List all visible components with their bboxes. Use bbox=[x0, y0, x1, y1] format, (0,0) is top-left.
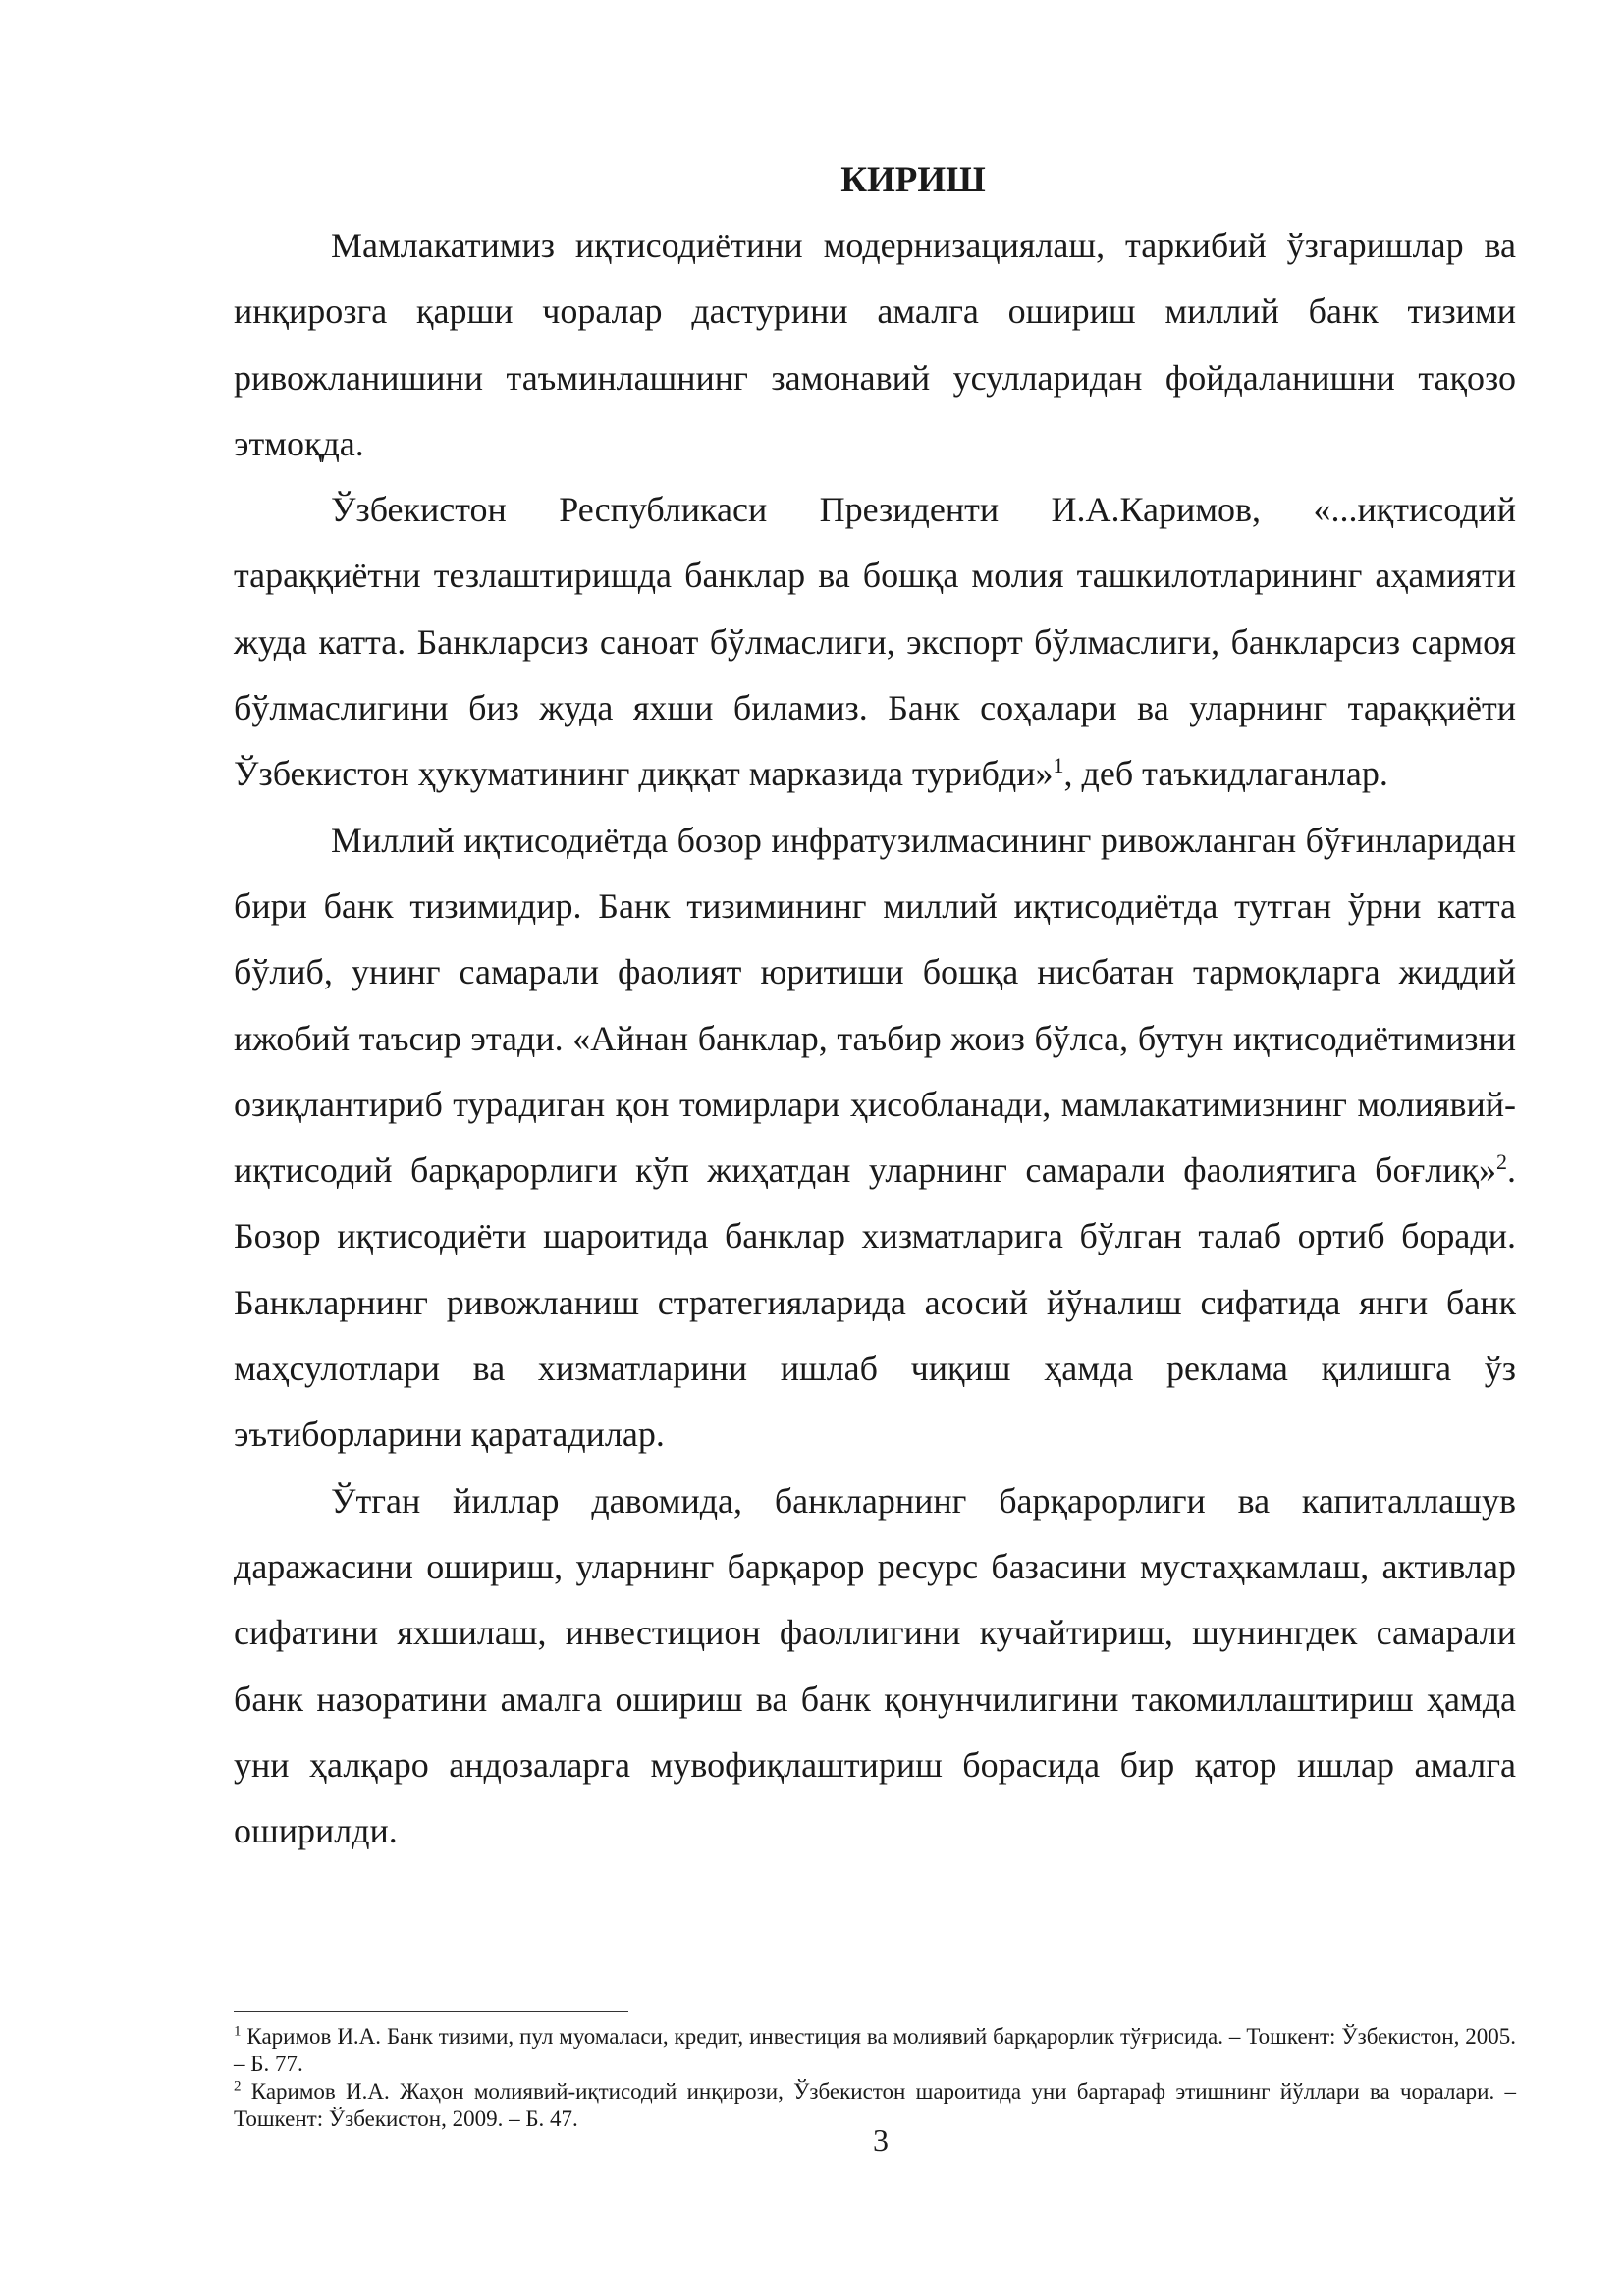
paragraph-2 bbox=[234, 477, 1516, 807]
footnotes bbox=[234, 2023, 1516, 2133]
paragraph-2-text: Ўзбекистон Республикаси Президенти И.А.Каримов, «...иқтисодий тараққиётни тезлаштиришда банклар ва бошқа молия ташкилотларининг аҳамияти жуда катта. Банкларсиз саноат бўлмаслиги, экспорт бўлмаслиги, банкларсиз сармоя бўлмаслигини биз жуда яхши биламиз. Банк соҳалари ва уларнинг тараққиёти Ўзбекистон ҳукуматининг диққат марказида турибди» bbox=[234, 490, 1516, 794]
page-title: КИРИШ bbox=[840, 160, 986, 200]
paragraph-3 bbox=[234, 808, 1516, 1468]
paragraph-1 bbox=[234, 213, 1516, 477]
paragraph-3-text-after: . Бозор иқтисодиёти шароитида банклар хизматларига бўлган талаб ортиб боради. Банкларнинг ривожланиш стратегияларида асосий йўналиш сифатида янги банк маҳсулотлари ва хизматларини ишлаб чиқиш ҳамда реклама қилишга ўз эътиборларини қаратадилар. bbox=[234, 1150, 1516, 1455]
footnote-mark-1: 1 bbox=[234, 2023, 242, 2040]
footnote-mark-2: 2 bbox=[234, 2078, 242, 2095]
paragraph-1-text: Мамлакатимиз иқтисодиётини модернизациялаш, таркибий ўзгаришлар ва инқирозга қарши чоралар дастурини амалга ошириш миллий банк тизими ривожланишини таъминлашнинг замонавий усулларидан фойдаланишни тақозо этмоқда. bbox=[234, 226, 1516, 463]
footnote-1 bbox=[234, 2023, 1516, 2078]
footnote-2-text: Каримов И.А. Жаҳон молиявий-иқтисодий инқирози, Ўзбекистон шароитида уни бартараф этишнинг йўллари ва чоралари. – Тошкент: Ўзбекистон, 2009. – Б. 47. bbox=[234, 2079, 1516, 2131]
paragraph-4 bbox=[234, 1468, 1516, 1865]
paragraph-4-text: Ўтган йиллар давомида, банкларнинг барқарорлиги ва капиталлашув даражасини ошириш, уларнинг барқарор ресурс базасини мустаҳкамлаш, активлар сифатини яхшилаш, инвестицион фаоллигини кучайтириш, шунингдек самарали банк назоратини амалга ошириш ва банк қонунчилигини такомиллаштириш ҳамда уни ҳалқаро андозаларга мувофиқлаштириш борасида бир қатор ишлар амалга оширилди. bbox=[234, 1480, 1516, 1851]
page-number: 3 bbox=[873, 2122, 889, 2158]
paragraph-3-text: Миллий иқтисодиётда бозор инфратузилмасининг ривожланган бўғинларидан бири банк тизимидир. Банк тизимининг миллий иқтисодиётда тутган ўрни катта бўлиб, унинг самарали фаолият юритиши бошқа нисбатан тармоқларга жиддий ижобий таъсир этади. «Айнан банклар, таъбир жоиз бўлса, бутун иқтисодиётимизни озиқлантириб турадиган қон томирлари ҳисобланади, мамлакатимизнинг молиявий-иқтисодий барқарорлиги кўп жиҳатдан уларнинг самарали фаолиятига боғлиқ» bbox=[234, 820, 1516, 1191]
footnote-1-text: Каримов И.А. Банк тизими, пул муомаласи, кредит, инвестиция ва молиявий барқарорлик тўғрисида. – Тошкент: Ўзбекистон, 2005. – Б. 77. bbox=[234, 2024, 1516, 2076]
footnote-separator bbox=[234, 2011, 628, 2012]
page-body bbox=[234, 147, 1516, 1864]
paragraph-2-text-after: , деб таъкидлаганлар. bbox=[1063, 754, 1388, 794]
footnote-ref-2[interactable]: 2 bbox=[1496, 1149, 1507, 1175]
footnote-ref-1[interactable]: 1 bbox=[1053, 753, 1064, 778]
